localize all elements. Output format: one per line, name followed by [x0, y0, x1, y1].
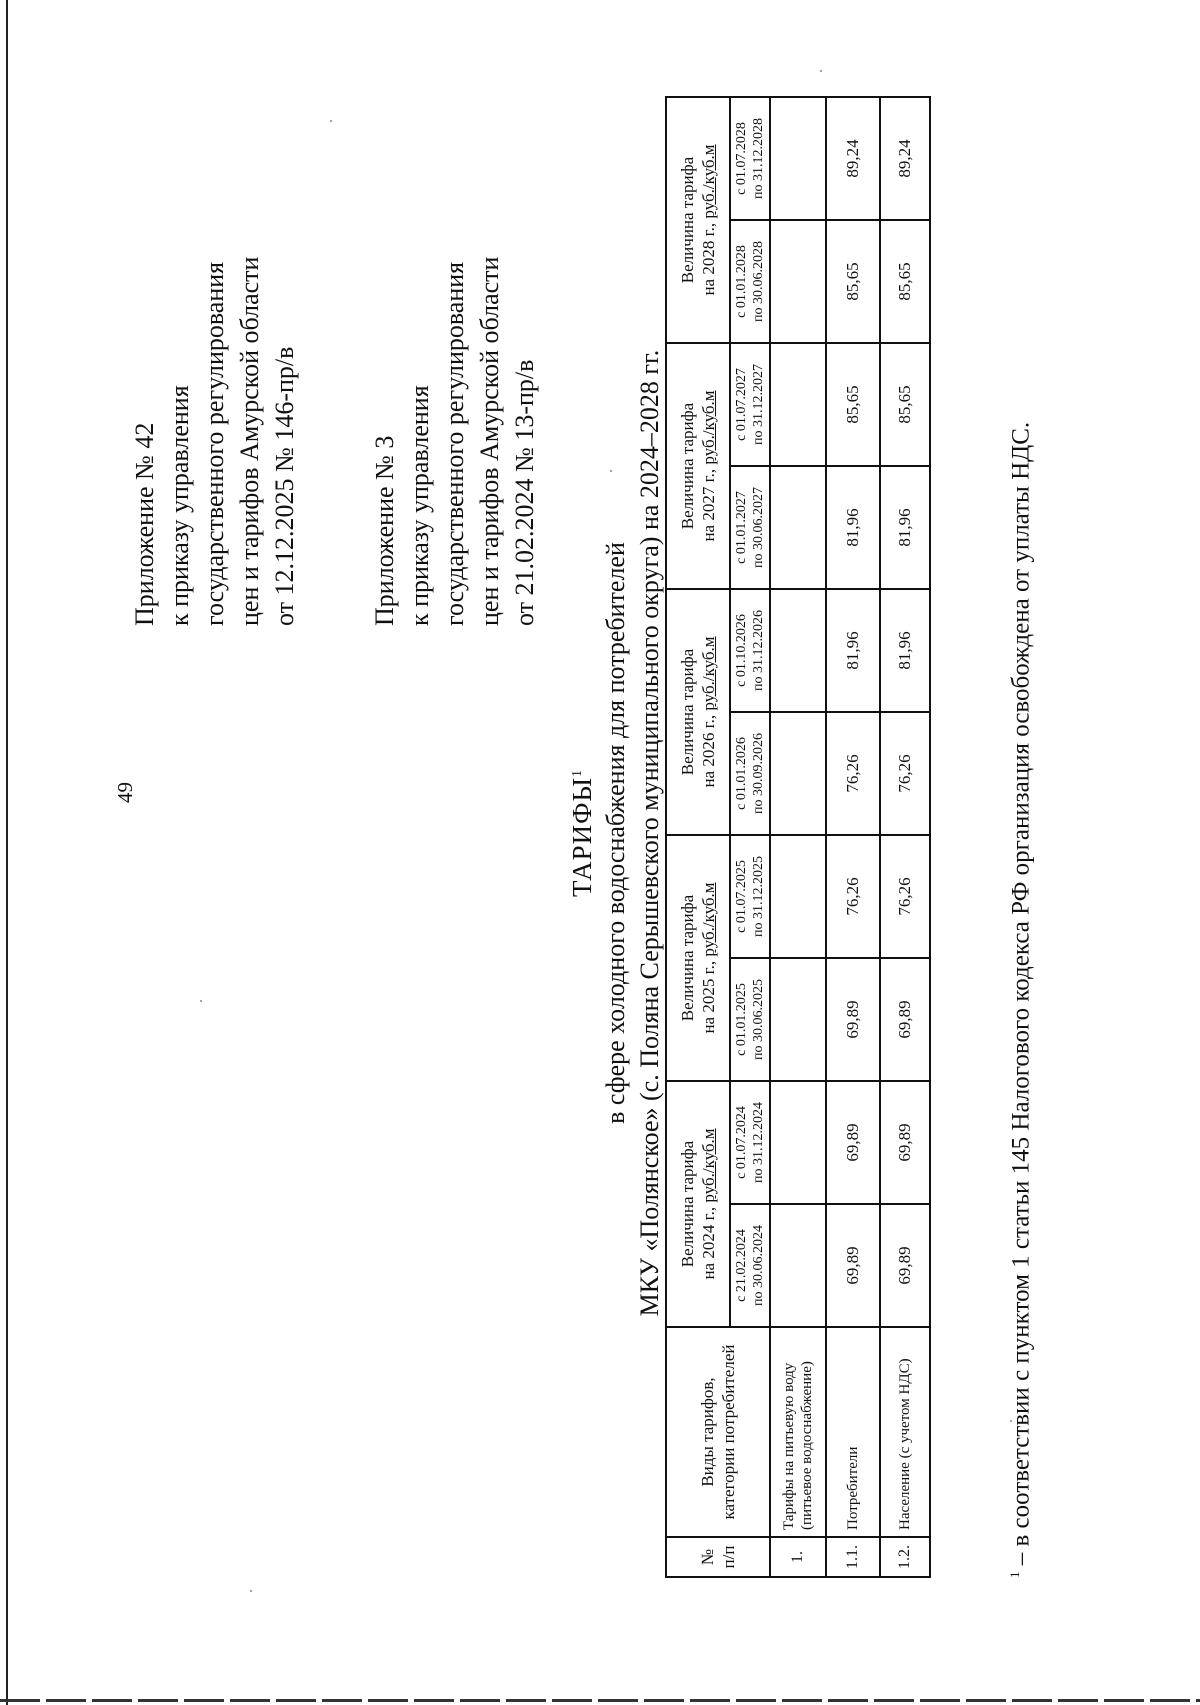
period-from: с 01.07.2024: [734, 1106, 749, 1179]
period-from: с 21.02.2024: [734, 1229, 749, 1302]
header-number-line: п/п: [719, 1545, 738, 1569]
value-cell: [770, 220, 826, 343]
header-year-line: [698, 344, 719, 588]
header-year-line: [698, 590, 719, 834]
value-cell: [770, 958, 826, 1081]
period-cell: [730, 958, 770, 1081]
period-cell: [730, 1081, 770, 1204]
header-year-line: [698, 836, 719, 1080]
value-cell: 81,96: [826, 589, 880, 712]
row-name-line: Население (с учетом НДС): [897, 1358, 913, 1530]
header-year-line: Величина тарифа: [678, 156, 697, 284]
header-type-line: Виды тарифов,: [698, 1377, 717, 1487]
value-cell: 85,65: [880, 220, 930, 343]
scan-edge-line: [6, 0, 8, 1705]
period-to: по 31.12.2026: [751, 610, 766, 691]
annex-line: к приказу управления: [165, 385, 194, 626]
rotated-page: [105, 58, 1105, 1608]
header-year-line: Величина тарифа: [678, 1140, 697, 1268]
title-main: [561, 58, 599, 1608]
row-name-line: (питьевое водоснабжение): [799, 1361, 815, 1530]
row-name-line: Тарифы на питьевую воду: [781, 1362, 797, 1530]
header-year-2025: [666, 835, 730, 1081]
value-cell: [770, 835, 826, 958]
header-year-text: на 2024 г.,: [699, 1206, 718, 1280]
footnote-text: – в соответствии с пунктом 1 статьи 145 Налогового кодекса РФ организация освобождена от уплаты НДС.: [1007, 421, 1035, 1572]
title-line-2: в сфере холодного водоснабжения для потребителей: [601, 542, 630, 1124]
header-type-line: категории потребителей: [719, 1344, 738, 1520]
period-cell: [730, 1204, 770, 1327]
annex-original: [367, 106, 542, 626]
period-to: по 31.12.2024: [751, 1102, 766, 1183]
header-unit-text: руб./куб.м: [699, 882, 718, 957]
period-to: по 31.12.2028: [751, 118, 766, 199]
period-from: с 01.01.2028: [734, 245, 749, 318]
value-cell: 89,24: [826, 97, 880, 220]
annex-line: от 21.02.2024 № 13-пр/в: [510, 359, 539, 626]
header-unit-text: руб./куб.м: [699, 144, 718, 219]
header-unit-text: руб./куб.м: [699, 390, 718, 465]
value-cell: 69,89: [826, 1204, 880, 1327]
period-to: по 31.12.2027: [751, 364, 766, 445]
header-year-text: на 2026 г.,: [699, 714, 718, 788]
annex-line: государственного регулирования: [200, 261, 229, 626]
value-cell: [770, 466, 826, 589]
value-cell: 69,89: [880, 1081, 930, 1204]
header-year-text: на 2028 г.,: [699, 222, 718, 296]
period-cell: [730, 589, 770, 712]
header-number-line: №: [698, 1548, 717, 1566]
title-main-text: ТАРИФЫ: [567, 776, 597, 898]
period-cell: [730, 220, 770, 343]
table-row: [826, 97, 880, 1577]
title-footnote-mark: 1: [570, 768, 585, 777]
period-to: по 31.12.2025: [751, 856, 766, 937]
value-cell: 69,89: [826, 1081, 880, 1204]
scan-bottom-edge: [0, 1699, 1200, 1702]
header-tariff-type: [666, 1327, 770, 1537]
period-from: с 01.01.2027: [734, 491, 749, 564]
annex-line: цен и тарифов Амурской области: [475, 256, 504, 626]
annex-line: от 12.12.2025 № 146-пр/в: [270, 346, 299, 626]
value-cell: 69,89: [880, 958, 930, 1081]
footnote-mark: 1: [1007, 1571, 1022, 1578]
tariff-table: [665, 96, 931, 1578]
period-to: по 30.06.2028: [751, 241, 766, 322]
value-cell: 85,65: [826, 343, 880, 466]
header-year-2028: [666, 97, 730, 343]
table-header-row: [666, 97, 730, 1577]
value-cell: 81,96: [880, 589, 930, 712]
period-cell: [730, 466, 770, 589]
period-cell: [730, 835, 770, 958]
value-cell: 69,89: [880, 1204, 930, 1327]
value-cell: [770, 343, 826, 466]
document-title: [561, 58, 667, 1608]
period-from: с 01.07.2028: [734, 122, 749, 195]
value-cell: [770, 97, 826, 220]
period-to: по 30.06.2025: [751, 979, 766, 1060]
footnote: [1007, 422, 1035, 1578]
header-year-text: на 2025 г.,: [699, 960, 718, 1034]
row-name: [826, 1327, 880, 1537]
value-cell: 81,96: [826, 466, 880, 589]
header-year-line: Величина тарифа: [678, 894, 697, 1022]
period-from: с 01.10.2026: [734, 614, 749, 687]
value-cell: [770, 1204, 826, 1327]
value-cell: 76,26: [880, 835, 930, 958]
header-unit-text: руб./куб.м: [699, 1128, 718, 1203]
value-cell: [770, 1081, 826, 1204]
row-number: 1.1.: [826, 1537, 880, 1577]
period-from: с 01.07.2027: [734, 368, 749, 441]
value-cell: [770, 589, 826, 712]
row-number: 1.: [770, 1537, 826, 1577]
value-cell: 85,65: [880, 343, 930, 466]
period-to: по 30.06.2024: [751, 1225, 766, 1306]
period-from: с 01.01.2026: [734, 737, 749, 810]
header-year-line: Величина тарифа: [678, 402, 697, 530]
annex-current: [127, 106, 302, 626]
header-year-2027: [666, 343, 730, 589]
annex-line: к приказу управления: [405, 385, 434, 626]
value-cell: 85,65: [826, 220, 880, 343]
header-unit-text: руб./куб.м: [699, 636, 718, 711]
period-to: по 30.09.2026: [751, 733, 766, 814]
title-line-3: МКУ «Полянское» (с. Поляна Серышевского муниципального округа) на 2024–2028 гг.: [635, 349, 664, 1317]
row-name: [770, 1327, 826, 1537]
row-name: [880, 1327, 930, 1537]
page-number: 49: [113, 782, 137, 803]
table-row: [880, 97, 930, 1577]
value-cell: 76,26: [826, 835, 880, 958]
annex-line: цен и тарифов Амурской области: [235, 256, 264, 626]
value-cell: 89,24: [880, 97, 930, 220]
period-cell: [730, 97, 770, 220]
header-year-line: [698, 1082, 719, 1326]
header-year-text: на 2027 г.,: [699, 468, 718, 542]
table-row: [770, 97, 826, 1577]
row-name-line: Потребители: [845, 1446, 861, 1530]
period-cell: [730, 343, 770, 466]
period-to: по 30.06.2027: [751, 487, 766, 568]
header-year-line: Величина тарифа: [678, 648, 697, 776]
period-from: с 01.01.2025: [734, 983, 749, 1056]
header-year-2026: [666, 589, 730, 835]
value-cell: 69,89: [826, 958, 880, 1081]
period-from: с 01.07.2025: [734, 860, 749, 933]
annex-line: Приложение № 3: [370, 435, 399, 626]
annex-line: Приложение № 42: [130, 422, 159, 626]
value-cell: 76,26: [880, 712, 930, 835]
header-year-line: [698, 98, 719, 342]
header-number: [666, 1537, 770, 1577]
row-number: 1.2.: [880, 1537, 930, 1577]
value-cell: 76,26: [826, 712, 880, 835]
annex-line: государственного регулирования: [440, 261, 469, 626]
period-cell: [730, 712, 770, 835]
header-year-2024: [666, 1081, 730, 1327]
value-cell: 81,96: [880, 466, 930, 589]
value-cell: [770, 712, 826, 835]
